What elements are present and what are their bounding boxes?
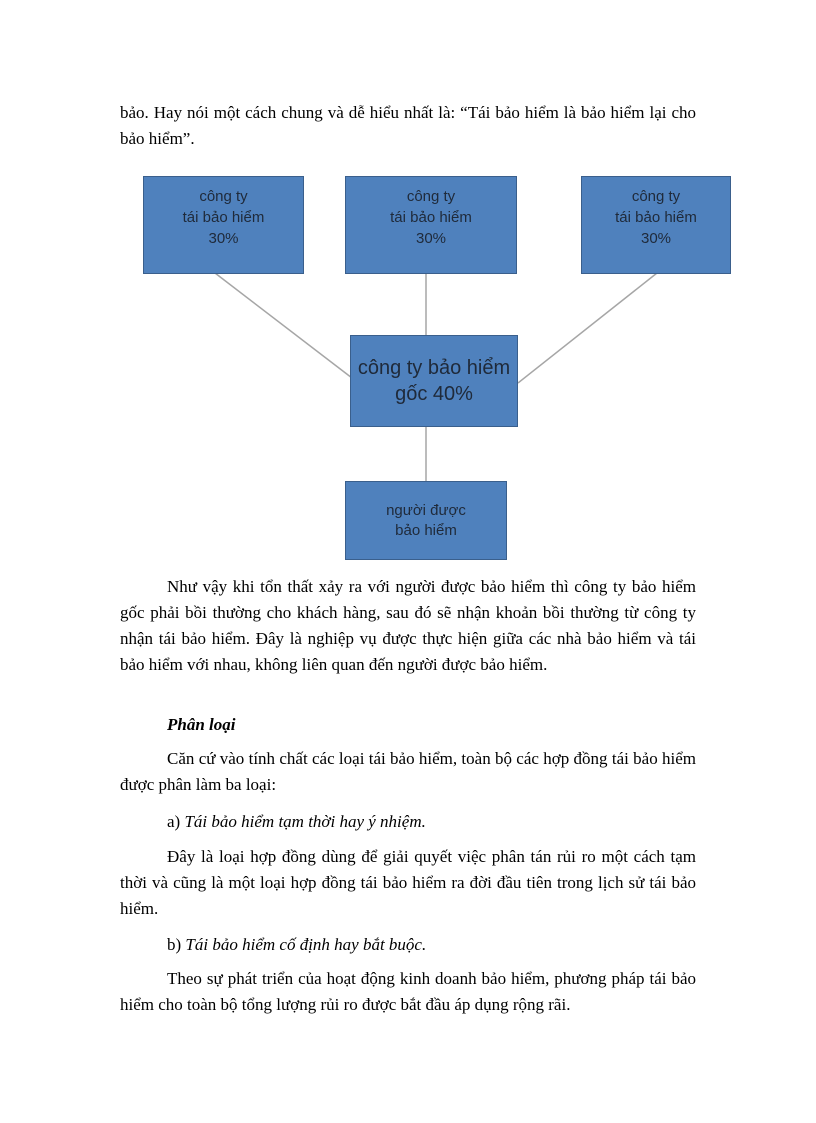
primary-insurer-line1: công ty bảo hiểm	[357, 357, 511, 379]
section-heading: Phân loại	[167, 715, 236, 734]
connector-left	[215, 273, 352, 378]
paragraph-2: Căn cứ vào tính chất các loại tái bảo hiểm, toàn bộ các hợp đồng tái bảo hiểm được phân làm ba loại:	[120, 749, 696, 794]
list-item-b	[120, 932, 696, 958]
insured-line2: bảo hiểm	[395, 521, 457, 539]
list-item-a-prefix: a)	[167, 812, 181, 831]
reinsurer-box-3-line1: công ty	[631, 188, 681, 205]
paragraph-3: Đây là loại hợp đồng dùng để giải quyết việc phân tán rủi ro một cách tạm thời và cũng là một loại hợp đồng tái bảo hiểm ra đời đầu tiên trong lịch sử tái bảo hiểm.	[120, 847, 696, 918]
paragraph-1: Như vậy khi tổn thất xảy ra với người được bảo hiểm thì công ty bảo hiểm gốc phải bồi thường cho khách hàng, sau đó sẽ nhận khoản bồi thường từ công ty nhận tái bảo hiểm. Đây là nghiệp vụ được thực hiện giữa các nhà bảo hiểm và tái bảo hiểm với nhau, không liên quan đến người được bảo hiểm.	[120, 577, 696, 674]
list-item-b-prefix: b)	[167, 935, 182, 954]
reinsurer-box-2-line2: tái bảo hiểm	[390, 209, 472, 226]
reinsurer-box-1-line1: công ty	[199, 188, 248, 205]
insured-line1: người được	[386, 501, 466, 519]
connector-right	[518, 273, 657, 383]
list-item-a-text: Tái bảo hiểm tạm thời hay ý nhiệm.	[184, 812, 426, 831]
reinsurer-box-3-line2: tái bảo hiểm	[615, 209, 697, 226]
reinsurer-box-1-line2: tái bảo hiểm	[182, 209, 265, 226]
reinsurer-box-2-line1: công ty	[406, 188, 456, 205]
reinsurer-box-2-share: 30%	[415, 230, 447, 247]
primary-insurer-line2: gốc 40%	[395, 383, 473, 405]
list-item-b-text: Tái bảo hiểm cố định hay bắt buộc.	[185, 935, 427, 954]
reinsurer-box-1-share: 30%	[208, 230, 239, 247]
intro-paragraph: bảo. Hay nói một cách chung và dễ hiểu nhất là: “Tái bảo hiểm là bảo hiểm lại cho bảo hiểm”.	[120, 103, 696, 148]
reinsurer-box-3-share: 30%	[640, 230, 672, 247]
reinsurer-box-1	[143, 176, 304, 274]
reinsurer-box-3	[581, 176, 731, 274]
insured-box	[345, 481, 507, 560]
reinsurer-box-2	[345, 176, 517, 274]
list-item-a	[120, 809, 696, 835]
paragraph-4: Theo sự phát triển của hoạt động kinh doanh bảo hiểm, phương pháp tái bảo hiểm cho toàn bộ tổng lượng rủi ro được bắt đầu áp dụng rộng rãi.	[120, 969, 696, 1014]
primary-insurer-box	[350, 335, 518, 427]
